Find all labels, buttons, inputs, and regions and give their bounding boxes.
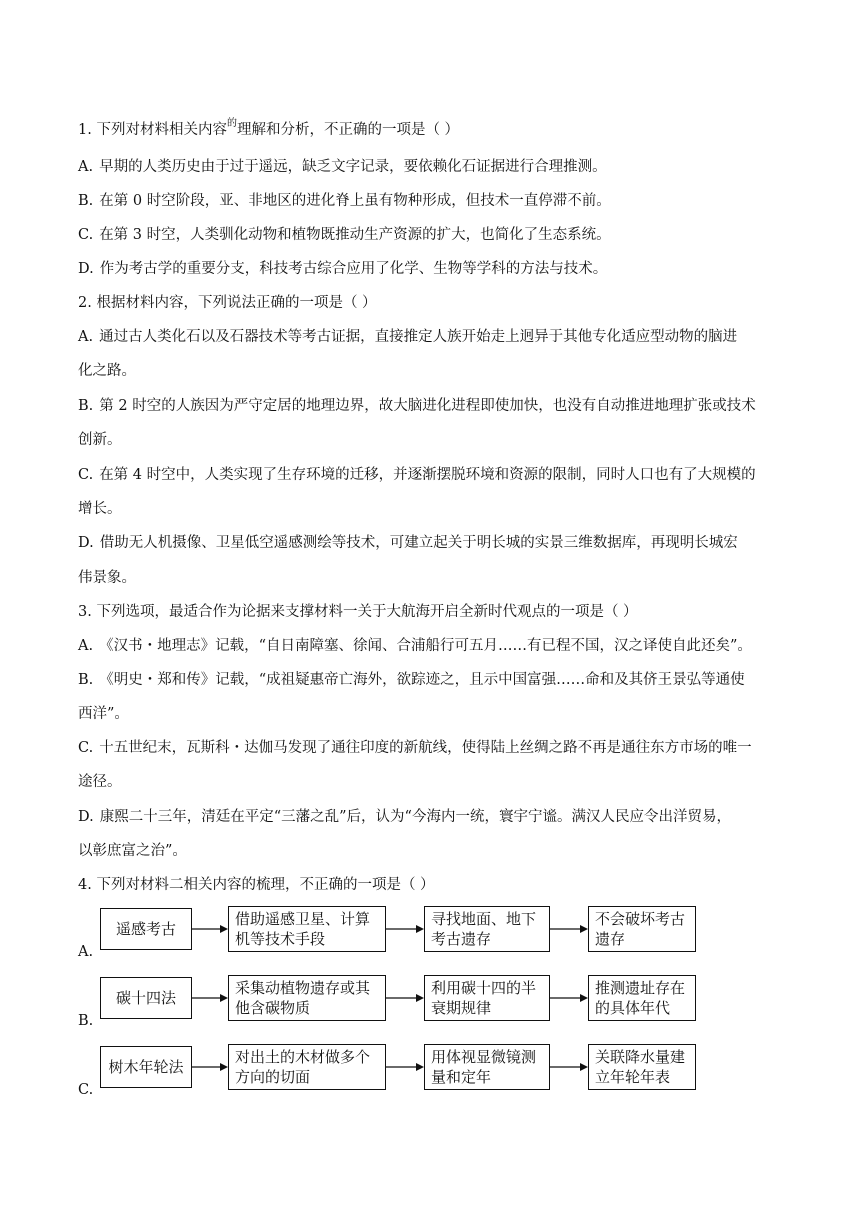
q1-stem xyxy=(78,120,459,142)
arrow-icon xyxy=(386,992,424,1004)
q3-option-c-line1: C. 十五世纪末，瓦斯科・达伽马发现了通往印度的新航线，使得陆上丝绸之路不再是通往东方市场的唯一 xyxy=(78,740,752,756)
q2-option-d-line2: 伟景象。 xyxy=(78,570,136,586)
q2-option-b-line1: B. 第 2 时空的人族因为严守定居的地理边界，故大脑进化进程即使加快，也没有自动推进地理扩张或技术 xyxy=(78,398,756,414)
flow-box-method: 碳十四法 xyxy=(100,977,192,1019)
row-label: B. xyxy=(78,1013,94,1029)
q1-option-c: C. 在第 3 时空，人类驯化动物和植物既推动生产资源的扩大，也简化了生态系统。 xyxy=(78,227,611,243)
flow-box-step1: 借助遥感卫星、计算机等技术手段 xyxy=(228,906,386,952)
q2-option-d-line1: D. 借助无人机摄像、卫星低空遥感测绘等技术，可建立起关于明长城的实景三维数据库，再现明长城宏 xyxy=(78,535,738,551)
arrow-icon xyxy=(386,923,424,935)
q3-option-a: A. 《汉书・地理志》记载，“自日南障塞、徐闻、合浦船行可五月……有已程不国，汉之译使自此还矣”。 xyxy=(78,638,752,654)
flow-box-step1: 采集动植物遗存或其他含碳物质 xyxy=(228,975,386,1021)
q3-stem: 3. 下列选项，最适合作为论据来支撑材料一关于大航海开启全新时代观点的一项是（ ） xyxy=(78,604,638,620)
arrow-icon xyxy=(386,1061,424,1073)
q3-option-d-line2: 以彰庶富之治”。 xyxy=(78,843,187,859)
q3-option-c-line2: 途径。 xyxy=(78,774,122,790)
arrow-icon xyxy=(550,923,588,935)
arrow-icon xyxy=(192,992,228,1004)
flow-box-step2: 寻找地面、地下考古遗存 xyxy=(424,906,550,952)
q1-option-d: D. 作为考古学的重要分支，科技考古综合应用了化学、生物等学科的方法与技术。 xyxy=(78,261,608,277)
q2-option-b-line2: 创新。 xyxy=(78,432,122,448)
q3-option-b-line2: 西洋”。 xyxy=(78,706,129,722)
flow-box-method: 遥感考古 xyxy=(100,908,192,950)
q2-option-a-line2: 化之路。 xyxy=(78,363,136,379)
q1-stem-part-a: 1. 下列对材料相关内容 xyxy=(78,122,227,138)
arrow-icon xyxy=(192,923,228,935)
q2-stem: 2. 根据材料内容，下列说法正确的一项是（ ） xyxy=(78,295,377,311)
flow-box-step3: 推测遗址存在的具体年代 xyxy=(588,975,696,1021)
row-label: C. xyxy=(78,1082,94,1098)
q4-stem: 4. 下列对材料二相关内容的梳理，不正确的一项是（ ） xyxy=(78,877,435,893)
flow-box-step2: 用体视显微镜测量和定年 xyxy=(424,1044,550,1090)
flow-box-step3: 关联降水量建立年轮年表 xyxy=(588,1044,696,1090)
q3-option-d-line1: D. 康熙二十三年，清廷在平定“三藩之乱”后，认为“今海内一统，寰宇宁谧。满汉人民应令出洋贸易， xyxy=(78,809,731,825)
flow-box-step2: 利用碳十四的半衰期规律 xyxy=(424,975,550,1021)
arrow-icon xyxy=(550,1061,588,1073)
q1-option-b: B. 在第 0 时空阶段，亚、非地区的进化脊上虽有物种形成，但技术一直停滞不前。 xyxy=(78,193,611,209)
q2-option-c-line2: 增长。 xyxy=(78,501,122,517)
q1-option-a: A. 早期的人类历史由于过于遥远，缺乏文字记录，要依赖化石证据进行合理推测。 xyxy=(78,159,607,175)
flow-box-step3: 不会破坏考古遗存 xyxy=(588,906,696,952)
q1-stem-superscript: 的 xyxy=(226,118,237,129)
row-label: A. xyxy=(78,944,94,960)
q4-flow-row-c xyxy=(78,1044,718,1098)
arrow-icon xyxy=(550,992,588,1004)
q1-stem-part-b: 理解和分析，不正确的一项是（ ） xyxy=(236,122,460,138)
q3-option-b-line1: B. 《明史・郑和传》记载，“成祖疑惠帝亡海外，欲踪迹之，且示中国富强……命和及其侪王景弘等通使 xyxy=(78,672,745,688)
arrow-icon xyxy=(192,1061,228,1073)
q2-option-c-line1: C. 在第 4 时空中，人类实现了生存环境的迁移，并逐渐摆脱环境和资源的限制，同时人口也有了大规模的 xyxy=(78,467,756,483)
flow-box-method: 树木年轮法 xyxy=(100,1046,192,1088)
q4-flow-row-b xyxy=(78,975,718,1029)
q4-flow-row-a xyxy=(78,906,718,960)
q2-option-a-line1: A. 通过古人类化石以及石器技术等考古证据，直接推定人族开始走上迥异于其他专化适应型动物的脑进 xyxy=(78,329,738,345)
flow-box-step1: 对出土的木材做多个方向的切面 xyxy=(228,1044,386,1090)
